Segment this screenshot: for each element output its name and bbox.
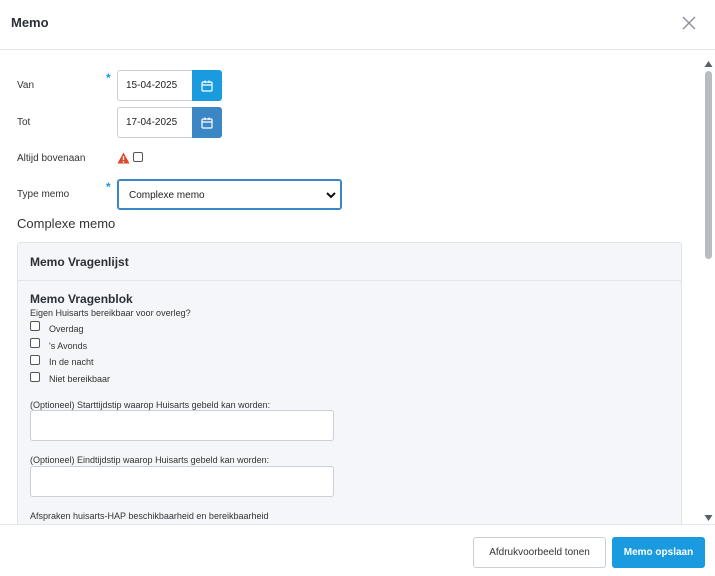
option-label: In de nacht: [49, 357, 94, 367]
scrollbar[interactable]: [702, 50, 715, 524]
option-label: 's Avonds: [49, 341, 88, 351]
dialog-header: [0, 0, 715, 50]
scroll-up-icon[interactable]: [704, 55, 713, 63]
altijd-bovenaan-checkbox[interactable]: [133, 152, 143, 162]
calendar-icon[interactable]: [192, 107, 222, 138]
block-title: Memo Vragenblok: [30, 292, 133, 306]
option-label: Overdag: [49, 324, 84, 334]
close-icon[interactable]: [680, 14, 698, 32]
option-label: Niet bereikbaar: [49, 374, 111, 384]
print-preview-button[interactable]: Afdrukvoorbeeld tonen: [473, 537, 606, 568]
start-time-input[interactable]: [30, 410, 334, 441]
vragenlijst-panel: [17, 242, 682, 524]
tot-date-picker: [117, 107, 221, 138]
van-date-picker: [117, 70, 221, 101]
save-memo-button[interactable]: Memo opslaan: [612, 537, 705, 568]
question-label: Afspraken huisarts-HAP beschikbaarheid en bereikbaarheid: [30, 511, 269, 521]
scrollbar-thumb[interactable]: [705, 71, 712, 259]
end-time-label: (Optioneel) Eindtijdstip waarop Huisarts gebeld kan worden:: [30, 455, 270, 465]
option-checkbox[interactable]: [30, 321, 40, 331]
van-label: Van: [17, 80, 35, 91]
warning-icon: [117, 151, 130, 163]
panel-header: [18, 243, 681, 281]
option-checkbox[interactable]: [30, 355, 40, 365]
chevron-down-icon: [325, 189, 337, 201]
question-label: Eigen Huisarts bereikbaar voor overleg?: [30, 308, 191, 318]
van-date-input[interactable]: 15-04-2025: [117, 70, 193, 101]
altijd-bovenaan-label: Altijd bovenaan: [17, 153, 86, 164]
required-marker: *: [106, 180, 111, 194]
required-marker: *: [106, 71, 111, 85]
start-time-label: (Optioneel) Starttijdstip waarop Huisarts gebeld kan worden:: [30, 400, 271, 410]
type-memo-label: Type memo: [17, 189, 70, 200]
dialog-body: [0, 50, 715, 524]
tot-date-input[interactable]: 17-04-2025: [117, 107, 193, 138]
dialog-title: Memo: [11, 15, 49, 30]
calendar-icon[interactable]: [192, 70, 222, 101]
panel-title: Memo Vragenlijst: [30, 255, 129, 269]
scroll-down-icon[interactable]: [704, 509, 713, 517]
tot-label: Tot: [17, 117, 31, 128]
type-memo-value: Complexe memo: [129, 190, 205, 201]
type-memo-select[interactable]: [117, 179, 342, 210]
end-time-input[interactable]: [30, 466, 334, 497]
option-checkbox[interactable]: [30, 338, 40, 348]
section-title: Complexe memo: [17, 216, 116, 231]
dialog-footer: [0, 524, 715, 576]
option-checkbox[interactable]: [30, 372, 40, 382]
